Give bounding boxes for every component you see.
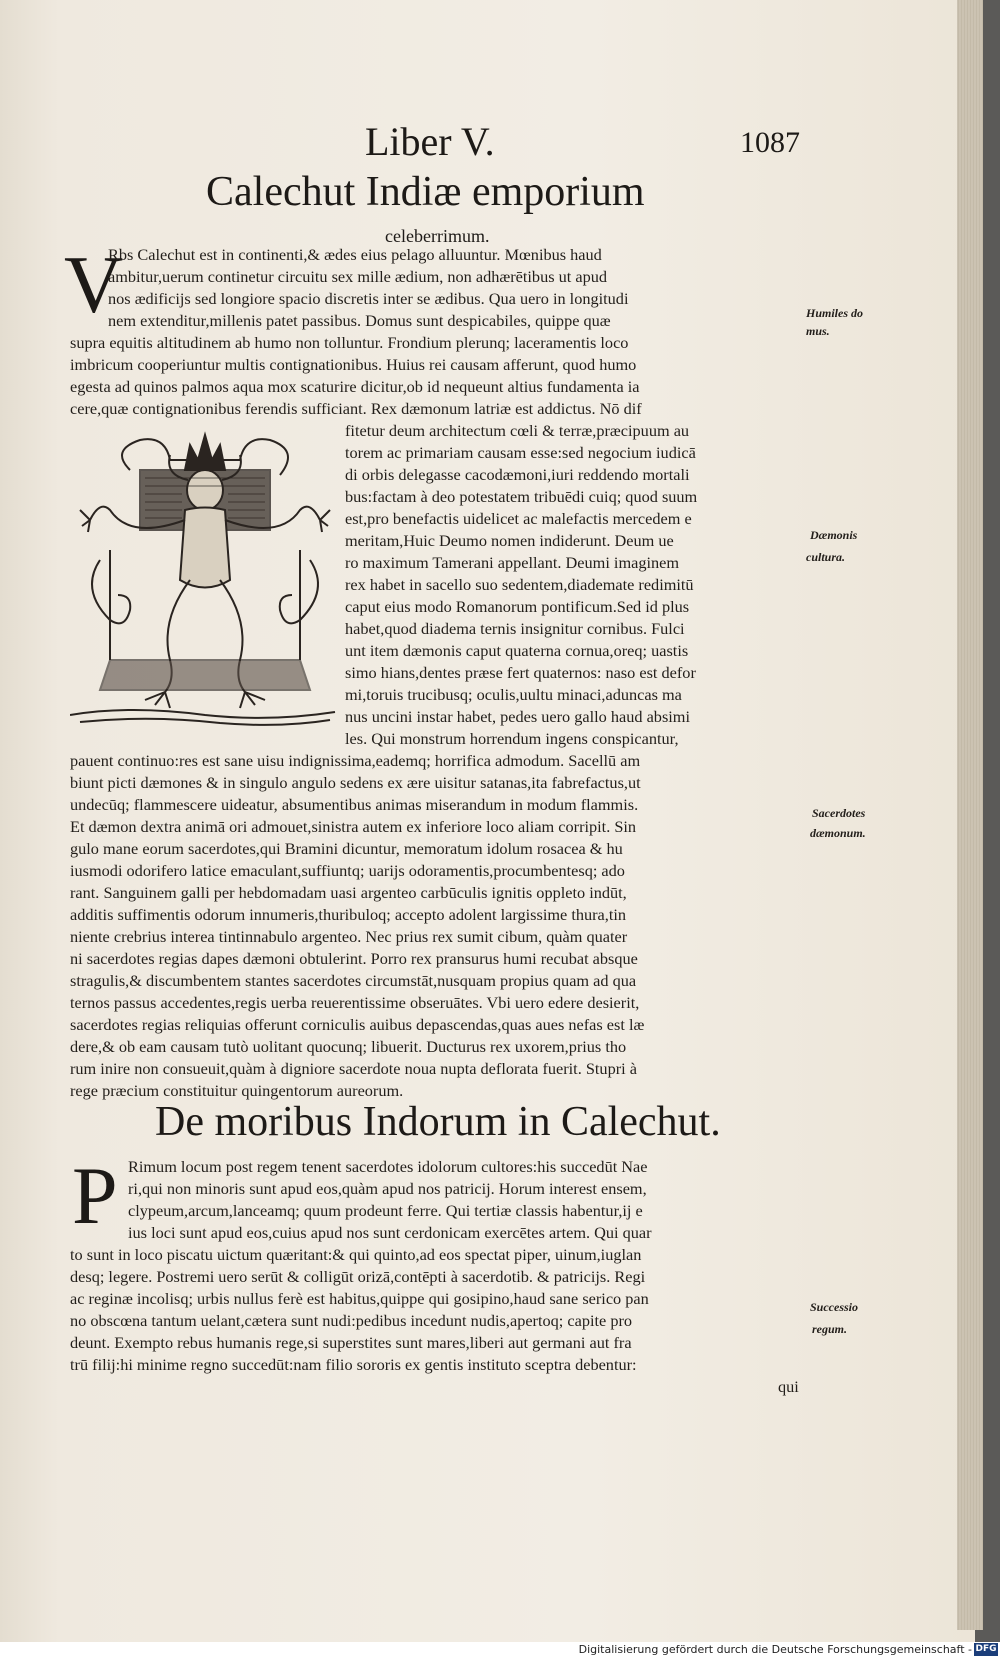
text-line: nus uncini instar habet, pedes uero gallo haud absimi bbox=[345, 707, 690, 726]
text-line: ri,qui non minoris sunt apud eos,quàm apud nos patricij. Horum interest ensem, bbox=[128, 1179, 647, 1198]
margin-note: Sacerdotes bbox=[812, 806, 866, 820]
text-line: est,pro benefactis uidelicet ac malefactis mercedem e bbox=[345, 509, 692, 528]
text-line: niente crebrius interea tintinnabulo argenteo. Nec prius rex sumit cibum, quàm quater bbox=[70, 927, 628, 946]
text-line: ius loci sunt apud eos,cuius apud nos sunt cerdonicam exercētes artem. Qui quar bbox=[128, 1223, 652, 1242]
demon-woodcut-illustration bbox=[70, 430, 340, 730]
text-line: Rimum locum post regem tenent sacerdotes idolorum cultores:his succedūt Nae bbox=[128, 1157, 648, 1176]
text-line: sacerdotes regias reliquias offerunt corniculis auibus depascendas,quas aues nefas est læ bbox=[70, 1015, 645, 1034]
text-line: simo hians,dentes præse fert quaternos: naso est defor bbox=[345, 663, 696, 682]
text-line: imbricum cooperiuntur multis contignationibus. Huius rei causam afferunt, quod humo bbox=[70, 355, 637, 374]
chapter-subtitle: celeberrimum. bbox=[385, 226, 490, 246]
text-line: Rbs Calechut est in continenti,& ædes eius pelago alluuntur. Mœnibus haud bbox=[108, 245, 602, 264]
text-line: cere,quæ contignationibus ferendis sufficiant. Rex dæmonum latriæ est addictus. Nō dif bbox=[70, 399, 642, 418]
text-line: stragulis,& discumbentem stantes sacerdotes circumstāt,nusquam propius quam ad qua bbox=[70, 971, 637, 990]
text-line: ac reginæ incolisq; urbis nullus ferè est habitus,quippe qui gosipino,haud sane serico pan bbox=[70, 1289, 649, 1308]
text-line: rex habet in sacello suo sedentem,diademate redimitū bbox=[345, 575, 694, 594]
text-line: meritam,Huic Deumo nomen indiderunt. Deum ue bbox=[345, 531, 674, 550]
drop-cap: P bbox=[72, 1150, 118, 1241]
text-line: Et dæmon dextra animā ori admouet,sinistra autem ex inferiore loco aliam corripit. Sin bbox=[70, 817, 637, 836]
section-title: De moribus Indorum in Calechut. bbox=[155, 1099, 721, 1145]
text-line: additis suffimentis odorum innumeris,thuribuloq; accepto adolent largissime thura,tin bbox=[70, 905, 627, 924]
margin-note: Successio bbox=[810, 1300, 858, 1314]
text-line: mi,toruis trucibusq; oculis,uultu minaci,aduncas ma bbox=[345, 685, 682, 704]
text-line: deunt. Exempto rebus humanis rege,si superstites sunt mares,liberi aut germani aut fra bbox=[70, 1333, 632, 1352]
text-line: supra equitis altitudinem ab humo non tolluntur. Frondium plerunq; laceramentis loco bbox=[70, 333, 629, 352]
text-line: ro maximum Tamerani appellant. Deumi imaginem bbox=[345, 553, 680, 572]
text-line: rum inire non consueuit,quàm à digniore sacerdote noua nupta deflorata fuerit. Stupri à bbox=[70, 1059, 637, 1078]
text-line: ternos passus accedentes,regis uerba reuerentissime obseruātes. Vbi uero edere desierit, bbox=[70, 993, 640, 1012]
text-line: clypeum,arcum,lanceamq; quum prodeunt ferre. Qui tertiæ classis habentur,ij e bbox=[128, 1201, 643, 1220]
dfg-logo: DFG bbox=[975, 1644, 997, 1654]
text-line: rant. Sanguinem galli per hebdomadam uasi argenteo carbūculis ignitis oppleto indūt, bbox=[70, 883, 627, 902]
text-line: unt item dæmonis caput quaterna cornua,oreq; uastis bbox=[345, 641, 689, 660]
running-head: Liber V. bbox=[365, 119, 495, 164]
margin-note: Dæmonis bbox=[810, 528, 858, 542]
text-line: no obscœna tantum uelant,cætera sunt nudi:pedibus incedunt nudis,apertoq; capite pro bbox=[70, 1311, 633, 1330]
text-line: biunt picti dæmones & in singulo angulo sedens ex ære uisitur satanas,ita fabrefactus,ut bbox=[70, 773, 641, 792]
digitization-credit: Digitalisierung gefördert durch die Deutsche Forschungsgemeinschaft - bbox=[578, 1643, 972, 1656]
text-line: caput eius modo Romanorum pontificum.Sed id plus bbox=[345, 597, 690, 616]
text-line: bus:factam à deo potestatem tribuēdi cuiq; quod suum bbox=[345, 487, 698, 506]
margin-note: cultura. bbox=[806, 550, 846, 564]
text-line: gulo mane eorum sacerdotes,qui Bramini dicuntur, memoratum idolum rosacea & hu bbox=[70, 839, 623, 858]
text-line: nem extenditur,millenis patet passibus. Domus sunt despicabiles, quippe quæ bbox=[108, 311, 611, 330]
margin-note: regum. bbox=[812, 1322, 848, 1336]
text-line: iusmodi odorifero latice emaculant,suffiuntq; uarijs odoramentis,procumbentesq; ado bbox=[70, 861, 625, 880]
text-line: les. Qui monstrum horrendum ingens conspicantur, bbox=[345, 729, 679, 748]
text-line: torem ac primariam causam esse:sed negocium iudicā bbox=[345, 443, 696, 462]
text-line: ambitur,uerum continetur circuitu sex mille ædium, non adhærētibus ut apud bbox=[108, 267, 607, 286]
margin-note: Humiles do bbox=[806, 306, 864, 320]
chapter-title: Calechut Indiæ emporium bbox=[206, 169, 645, 215]
catchword: qui bbox=[778, 1377, 799, 1396]
margin-note: mus. bbox=[806, 324, 830, 338]
text-line: pauent continuo:res est sane uisu indignissima,eademq; horrifica admodum. Sacellū am bbox=[70, 751, 641, 770]
text-line: trū filij:hi minime regno succedūt:nam filio sororis ex gentis instituto sceptra debentur: bbox=[70, 1355, 637, 1374]
text-line: desq; legere. Postremi uero serūt & colligūt orizā,contēpti à sacerdotib. & patricijs. Regi bbox=[70, 1267, 646, 1286]
text-line: dere,& ob eam causam tutò uolitant quocunq; libuerit. Ducturus rex uxorem,prius tho bbox=[70, 1037, 627, 1056]
text-line: undecūq; flammescere uideatur, absumentibus animas miserandum in modum flammis. bbox=[70, 795, 639, 814]
text-line: to sunt in loco piscatu uictum quæritant:& qui quinto,ad eos spectat piper, uinum,iuglan bbox=[70, 1245, 642, 1264]
text-line: rege præcium constituitur quingentorum aureorum. bbox=[70, 1081, 404, 1100]
margin-note: dæmonum. bbox=[810, 826, 866, 840]
text-line: fitetur deum architectum cœli & terræ,præcipuum au bbox=[345, 421, 690, 440]
page-edge bbox=[957, 0, 983, 1630]
page-number: 1087 bbox=[740, 126, 800, 159]
text-line: habet,quod diadema ternis insignitur cornibus. Fulci bbox=[345, 619, 685, 638]
text-line: egesta ad quinos palmos aqua mox scaturire dicitur,ob id nequeunt altius fundamenta ia bbox=[70, 377, 640, 396]
drop-cap: V bbox=[64, 239, 124, 330]
text-line: nos ædificijs sed longiore spacio discretis inter se ædibus. Qua uero in longitudi bbox=[108, 289, 629, 308]
text-line: di orbis delegasse cacodæmoni,iuri reddendo mortali bbox=[345, 465, 690, 484]
text-line: ni sacerdotes regias dapes dæmoni obtulerint. Porro rex pransurus humi recubat absque bbox=[70, 949, 638, 968]
